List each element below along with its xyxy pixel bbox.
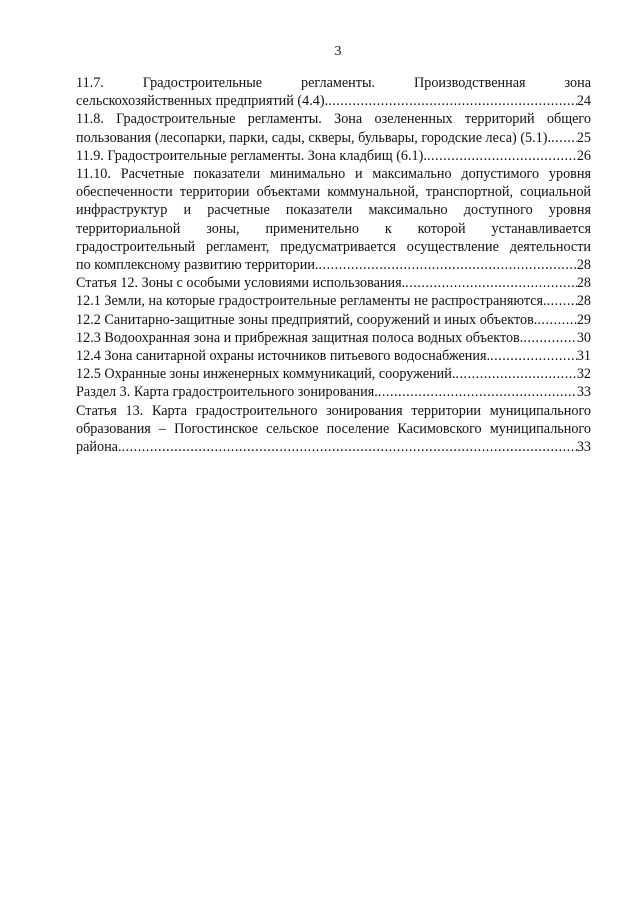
dot-leader: [328, 92, 577, 110]
toc-entry-12-5[interactable]: [76, 365, 591, 383]
toc-entry-line: 11.10. Расчетные показатели минимально и максимально допустимого уровня: [76, 166, 591, 183]
dot-leader: [551, 129, 577, 147]
toc-entry-text: 12.1 Земли, на которые градостроительные регламенты не распространяются.: [76, 293, 547, 310]
toc-entry-last-line: [76, 292, 591, 310]
dot-leader: [523, 329, 577, 347]
toc-page-number: 29: [576, 311, 591, 328]
toc-entry-line: инфраструктур и расчетные показатели максимально доступного уровня: [76, 202, 591, 219]
toc-entry-text: 12.3 Водоохранная зона и прибрежная защитная полоса водных объектов.: [76, 329, 524, 346]
toc-entry-text: 12.5 Охранные зоны инженерных коммуникаций, сооружений.: [76, 366, 456, 383]
toc-entry-12-2[interactable]: [76, 311, 591, 329]
toc-entry-text: сельскохозяйственных предприятий (4.4).: [76, 93, 329, 110]
toc-page-number: 28: [576, 293, 591, 310]
toc-page-number: 24: [576, 93, 591, 110]
dot-leader: [378, 383, 577, 401]
toc-entry-last-line: [76, 365, 591, 383]
dot-leader: [318, 256, 576, 274]
dot-leader: [490, 347, 577, 365]
toc-entry-text: Статья 12. Зоны с особыми условиями использования.: [76, 275, 406, 292]
toc-page-number: 25: [576, 129, 591, 146]
toc-entry-last-line: [76, 347, 591, 365]
toc-entry-last-line: [76, 147, 591, 165]
toc-entry-11-9[interactable]: [76, 147, 591, 165]
dot-leader: [405, 274, 577, 292]
toc-entry-last-line: [76, 129, 591, 147]
toc-page-number: 33: [576, 384, 591, 401]
toc-entry-11-10[interactable]: [76, 165, 591, 274]
toc-entry-line: 11.7. Градостроительные регламенты. Производственная зона: [76, 75, 591, 91]
table-of-contents: [76, 74, 591, 456]
dot-leader: [122, 438, 577, 456]
toc-page-number: 30: [576, 329, 591, 346]
toc-entry-line: градостроительный регламент, предусматривается осуществление деятельности: [76, 238, 591, 255]
toc-entry-last-line: [76, 383, 591, 401]
toc-entry-text: по комплексному развитию территории.: [76, 257, 319, 274]
toc-entry-line: Статья 13. Карта градостроительного зонирования территории муниципального: [76, 402, 591, 419]
toc-entry-last-line: [76, 92, 591, 110]
toc-entry-last-line: [76, 256, 591, 274]
toc-entry-section-3[interactable]: [76, 383, 591, 401]
toc-page-number: 31: [576, 348, 591, 365]
dot-leader: [537, 311, 576, 329]
toc-page-number: 26: [576, 147, 591, 164]
toc-entry-text: 12.4 Зона санитарной охраны источников питьевого водоснабжения.: [76, 348, 491, 365]
toc-page-number: 33: [576, 439, 591, 456]
dot-leader: [427, 147, 577, 165]
toc-entry-line: образования – Погостинское сельское поселение Касимовского муниципального: [76, 420, 591, 437]
toc-entry-last-line: [76, 274, 591, 292]
toc-entry-line: территориальной зоны, применительно к которой устанавливается: [76, 220, 591, 237]
toc-entry-text: 12.2 Санитарно-защитные зоны предприятий, сооружений и иных объектов.: [76, 311, 538, 328]
toc-page-number: 28: [576, 257, 591, 274]
toc-entry-12-1[interactable]: [76, 292, 591, 310]
toc-entry-11-8[interactable]: [76, 110, 591, 146]
page-number: 3: [334, 44, 342, 59]
toc-entry-last-line: [76, 311, 591, 329]
toc-entry-12-3[interactable]: [76, 329, 591, 347]
toc-entry-line: 11.8. Градостроительные регламенты. Зона озелененных территорий общего: [76, 111, 591, 128]
toc-page-number: 28: [576, 275, 591, 292]
toc-entry-article-12[interactable]: [76, 274, 591, 292]
toc-entry-text: пользования (лесопарки, парки, сады, скверы, бульвары, городские леса) (5.1).: [76, 129, 552, 146]
toc-entry-line: обеспеченности территории объектами коммунальной, транспортной, социальной: [76, 184, 591, 201]
toc-entry-12-4[interactable]: [76, 347, 591, 365]
toc-page-number: 32: [576, 366, 591, 383]
dot-leader: [547, 292, 577, 310]
toc-entry-text: Раздел 3. Карта градостроительного зонирования.: [76, 384, 378, 401]
toc-entry-11-7[interactable]: [76, 74, 591, 110]
toc-entry-text: района.: [76, 439, 122, 456]
toc-entry-last-line: [76, 438, 591, 456]
toc-entry-last-line: [76, 329, 591, 347]
toc-entry-article-13[interactable]: [76, 402, 591, 457]
toc-entry-text: 11.9. Градостроительные регламенты. Зона кладбищ (6.1).: [76, 147, 427, 164]
dot-leader: [455, 365, 576, 383]
